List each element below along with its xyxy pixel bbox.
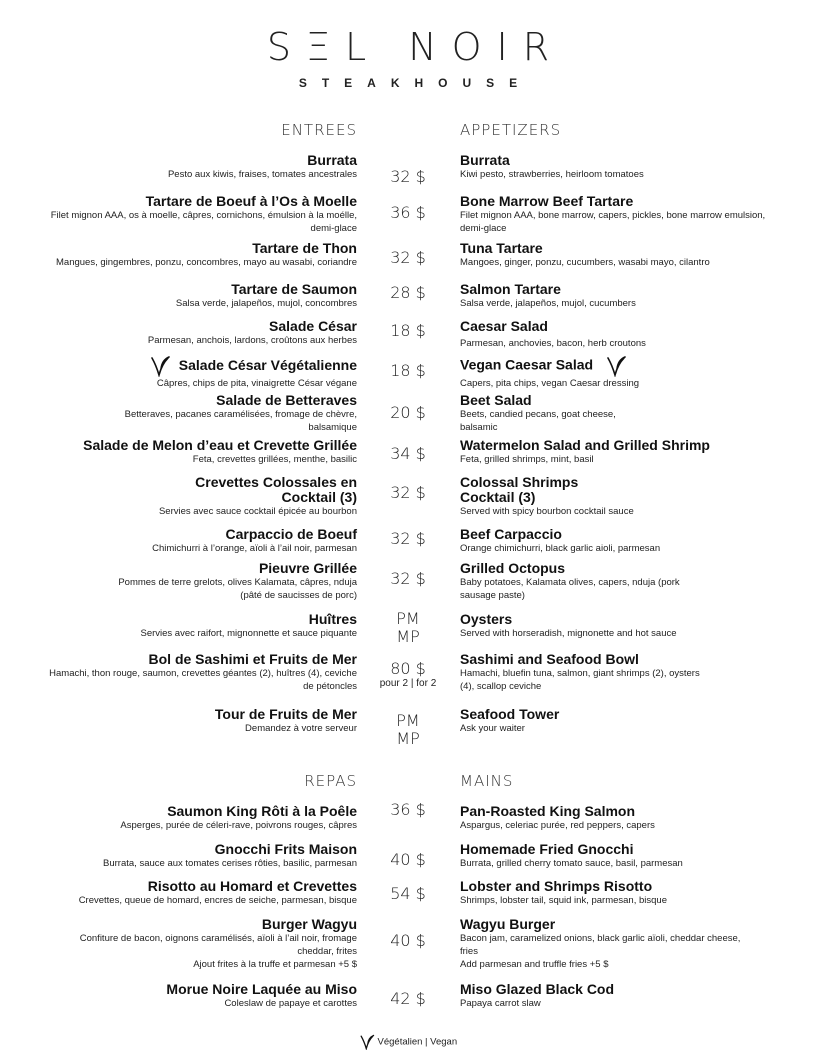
section-entrees-heading: ENTREES	[281, 121, 357, 139]
item-title: Pan-Roasted King Salmon	[460, 803, 636, 819]
item-price: PM	[396, 711, 420, 730]
vegan-leaf-icon	[149, 355, 171, 377]
item-description: Mangues, gingembres, ponzu, concombres, mayo au wasabi, coriandre	[56, 257, 357, 268]
menu-item-fr	[37, 561, 357, 602]
item-price: 32 $	[390, 483, 426, 502]
item-title: Tartare de Thon	[252, 240, 357, 256]
menu-item-fr	[37, 319, 357, 348]
item-description: Burrata, grilled cherry tomato sauce, basil, parmesan	[460, 858, 683, 869]
item-description: Confiture de bacon, oignons caramélisés, aïoli à l’ail noir, fromage cheddar, frites	[79, 933, 357, 957]
menu-item-en	[460, 393, 780, 434]
item-description: Filet mignon AAA, os à moelle, câpres, cornichons, émulsion à la moélle, demi-glace	[50, 210, 357, 234]
item-description: Beets, candied pecans, goat cheese, balsamic	[460, 409, 616, 433]
item-price: 80 $	[390, 659, 426, 678]
item-title: Bol de Sashimi et Fruits de Mer	[148, 651, 357, 667]
item-title: Burrata	[460, 152, 510, 168]
item-title: Burger Wagyu	[261, 916, 357, 932]
item-title: Miso Glazed Black Cod	[460, 981, 615, 997]
item-title: Saumon King Rôti à la Poêle	[167, 803, 357, 819]
item-title: Salmon Tartare	[460, 281, 561, 297]
menu-item-en	[460, 241, 780, 270]
item-title: Beet Salad	[460, 392, 532, 408]
item-title: Homemade Fried Gnocchi	[460, 841, 634, 857]
menu-item-en	[460, 153, 780, 182]
brand-subtitle: STEAKHOUSE	[298, 76, 533, 90]
brand-header	[0, 26, 816, 90]
menu-item-en	[460, 652, 780, 693]
item-title: Burrata	[307, 152, 357, 168]
menu-item-fr	[37, 982, 357, 1011]
vegan-leaf-icon	[359, 1034, 375, 1050]
item-price-block	[367, 712, 449, 748]
menu-item-fr	[17, 438, 357, 467]
item-price-alt: MP	[396, 729, 420, 748]
section-repas-heading: REPAS	[304, 772, 357, 790]
item-price: 20 $	[390, 403, 426, 422]
item-title: Salade de Betteraves	[216, 392, 357, 408]
item-description: Ask your waiter	[460, 723, 525, 734]
item-title: Colossal Shrimps Cocktail (3)	[460, 474, 579, 505]
section-mains-heading: MAINS	[460, 772, 514, 790]
item-description: Salsa verde, jalapeños, mujol, concombres	[175, 298, 357, 309]
item-title: Gnocchi Frits Maison	[214, 841, 357, 857]
vegan-legend-text: Végétalien | Vegan	[377, 1036, 458, 1048]
section-appetizers-heading: APPETIZERS	[460, 121, 562, 139]
item-description: Betteraves, pacanes caramélisées, fromage de chèvre, balsamique	[124, 409, 357, 433]
item-price: 32 $	[390, 248, 426, 267]
menu-item-en	[460, 842, 780, 871]
item-description: Baby potatoes, Kalamata olives, capers, nduja (pork sausage paste)	[460, 577, 680, 601]
brand-name: SΞL NOIR	[266, 25, 565, 69]
item-title: Huîtres	[308, 611, 357, 627]
menu-item-fr	[37, 241, 357, 270]
item-description: Papaya carrot slaw	[460, 998, 541, 1009]
item-title: Pieuvre Grillée	[258, 560, 357, 576]
menu-item-fr	[37, 282, 357, 311]
item-description: Hamachi, thon rouge, saumon, crevettes géantes (2), huîtres (4), ceviche de pétoncles	[49, 668, 357, 692]
item-price-alt: MP	[396, 627, 420, 646]
item-description: Servies avec raifort, mignonnette et sauce piquante	[140, 628, 357, 639]
item-extra: Add parmesan and truffle fries +5 $	[460, 959, 609, 970]
item-title: Tour de Fruits de Mer	[214, 706, 357, 722]
menu-item-fr	[37, 153, 357, 182]
item-description: Aspargus, celeriac purée, red peppers, capers	[460, 820, 655, 831]
menu-item-fr	[17, 879, 357, 908]
item-price: 42 $	[390, 989, 426, 1008]
item-price: 18 $	[390, 361, 426, 380]
menu-item-en	[460, 355, 780, 391]
menu-item-fr	[37, 475, 357, 519]
item-title: Lobster and Shrimps Risotto	[460, 878, 653, 894]
menu-item-fr	[37, 707, 357, 736]
item-price: 36 $	[390, 800, 426, 819]
item-description: Filet mignon AAA, bone marrow, capers, pickles, bone marrow emulsion, demi-glace	[460, 210, 766, 234]
menu-item-en	[460, 879, 780, 908]
item-description: Kiwi pesto, strawberries, heirloom tomatoes	[460, 169, 644, 180]
item-title: Beef Carpaccio	[460, 526, 562, 542]
item-title: Seafood Tower	[460, 706, 560, 722]
item-price: 32 $	[390, 569, 426, 588]
menu-item-fr	[37, 917, 357, 972]
menu-item-fr	[37, 612, 357, 641]
item-description: Mangoes, ginger, ponzu, cucumbers, wasabi mayo, cilantro	[460, 257, 710, 268]
item-description: Feta, grilled shrimps, mint, basil	[460, 454, 594, 465]
item-description: Capers, pita chips, vegan Caesar dressing	[460, 378, 640, 389]
item-description: Salsa verde, jalapeños, mujol, cucumbers	[460, 298, 636, 309]
item-description: Orange chimichurri, black garlic aioli, parmesan	[460, 543, 661, 554]
menu-item-en	[460, 707, 780, 736]
item-title: Salade César Végétalienne	[178, 356, 357, 373]
item-title: Watermelon Salad and Grilled Shrimp	[460, 437, 710, 453]
item-description: Demandez à votre serveur	[245, 723, 357, 734]
item-title: Tartare de Boeuf à l’Os à Moelle	[145, 193, 357, 209]
item-price: 34 $	[390, 444, 426, 463]
item-price: 32 $	[390, 167, 426, 186]
item-title: Tuna Tartare	[460, 240, 543, 256]
item-description: Coleslaw de papaye et carottes	[224, 998, 357, 1009]
item-description: Parmesan, anchois, lardons, croûtons aux herbes	[147, 335, 357, 346]
item-description: Pesto aux kiwis, fraises, tomates ancestrales	[167, 169, 357, 180]
item-description: Chimichurri à l’orange, aïoli à l’ail noir, parmesan	[152, 543, 357, 554]
item-description: Feta, crevettes grillées, menthe, basilic	[192, 454, 357, 465]
menu-item-fr	[37, 194, 357, 235]
item-title: Caesar Salad	[460, 318, 548, 334]
item-title: Wagyu Burger	[460, 916, 556, 932]
item-description: Câpres, chips de pita, vinaigrette César végane	[156, 378, 357, 389]
item-price-block	[367, 610, 449, 646]
item-price: 40 $	[390, 850, 426, 869]
item-price: 28 $	[390, 283, 426, 302]
item-description: Bacon jam, caramelized onions, black garlic aïoli, cheddar cheese, fries	[460, 933, 741, 957]
item-title: Salade de Melon d’eau et Crevette Grillée	[83, 437, 357, 453]
item-price: PM	[396, 609, 420, 628]
menu-item-en	[460, 319, 780, 351]
item-title: Tartare de Saumon	[231, 281, 357, 297]
item-title: Salade César	[269, 318, 357, 334]
item-price: 18 $	[390, 321, 426, 340]
item-title: Carpaccio de Boeuf	[225, 526, 357, 542]
menu-item-en	[460, 612, 780, 641]
item-description: Served with spicy bourbon cocktail sauce	[460, 506, 634, 517]
item-description: Pommes de terre grelots, olives Kalamata, câpres, nduja (pâté de saucisses de porc)	[118, 577, 357, 601]
item-price: 40 $	[390, 931, 426, 950]
item-title: Oysters	[460, 611, 513, 627]
item-description: Parmesan, anchovies, bacon, herb croutons	[460, 338, 646, 349]
menu-item-en	[460, 282, 780, 311]
item-description: Asperges, purée de céleri-rave, poivrons rouges, câpres	[120, 820, 357, 831]
item-title: Crevettes Colossales en Cocktail (3)	[195, 474, 357, 505]
item-extra: Ajout frites à la truffe et parmesan +5 $	[193, 959, 357, 970]
item-title: Risotto au Homard et Crevettes	[147, 878, 357, 894]
menu-item-fr	[37, 842, 357, 871]
menu-item-en	[460, 804, 780, 833]
item-description: Servies avec sauce cocktail épicée au bourbon	[158, 506, 357, 517]
menu-item-en	[460, 194, 780, 235]
menu-item-en	[460, 982, 780, 1011]
item-price: 36 $	[390, 203, 426, 222]
item-price-block	[367, 660, 449, 690]
menu-item-fr	[37, 804, 357, 833]
menu-item-en	[460, 561, 780, 602]
menu-item-en	[460, 527, 780, 556]
menu-item-en	[460, 917, 780, 972]
item-title: Vegan Caesar Salad	[460, 356, 594, 373]
item-title: Bone Marrow Beef Tartare	[460, 193, 634, 209]
item-price: 54 $	[390, 884, 426, 903]
menu-item-fr	[37, 355, 357, 391]
item-description: Crevettes, queue de homard, encres de seiche, parmesan, bisque	[78, 895, 357, 906]
menu-item-en	[460, 475, 780, 519]
item-description: Burrata, sauce aux tomates cerises rôties, basilic, parmesan	[103, 858, 357, 869]
item-title: Grilled Octopus	[460, 560, 566, 576]
menu-item-fr	[37, 393, 357, 434]
vegan-legend	[0, 1034, 816, 1050]
menu-item-fr	[37, 652, 357, 693]
menu-item-en	[460, 438, 800, 467]
item-description: Served with horseradish, mignonette and hot sauce	[460, 628, 677, 639]
item-price-note: pour 2 | for 2	[379, 678, 437, 689]
item-description: Shrimps, lobster tail, squid ink, parmesan, bisque	[460, 895, 667, 906]
item-price: 32 $	[390, 529, 426, 548]
menu-item-fr	[37, 527, 357, 556]
item-title: Sashimi and Seafood Bowl	[460, 651, 639, 667]
item-title: Morue Noire Laquée au Miso	[166, 981, 357, 997]
item-description: Hamachi, bluefin tuna, salmon, giant shrimps (2), oysters (4), scallop ceviche	[460, 668, 700, 692]
vegan-leaf-icon	[605, 355, 627, 377]
